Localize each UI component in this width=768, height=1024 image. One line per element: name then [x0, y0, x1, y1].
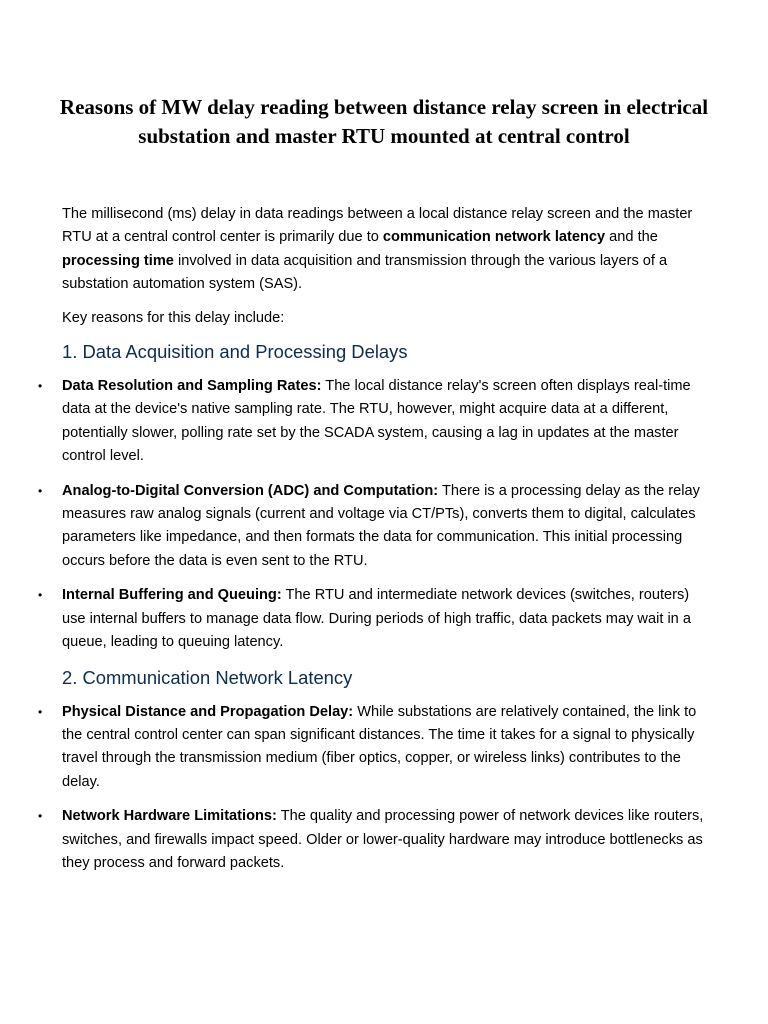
item-label: Physical Distance and Propagation Delay:: [62, 703, 354, 720]
intro-bold-1: communication network latency: [382, 229, 606, 246]
intro-text-3: involved in data acquisition and transmission through the various layers of a substation automation system (SAS).: [62, 252, 668, 293]
list-item: [38, 584, 707, 654]
document-body: [38, 203, 707, 886]
item-text: While substations are relatively contained, the link to the central control center can span significant distances. The time it takes for a signal to physically travel through the transmission medium (fiber optics, copper, or wireless links) contributes to the delay.: [62, 703, 697, 790]
bullet-icon: •: [38, 704, 43, 719]
list-item: [38, 805, 707, 875]
list-item: [38, 480, 707, 574]
section-2-list: [38, 701, 707, 876]
item-text: The quality and processing power of network devices like routers, switches, and firewalls impact speed. Older or lower-quality hardware may introduce bottlenecks as they process and forward packets.: [62, 808, 704, 871]
section-heading-1: 1. Data Acquisition and Processing Delays: [62, 341, 408, 363]
list-item: [38, 375, 707, 469]
document-title: Reasons of MW delay reading between distance relay screen in electrical substation and master RTU mounted at central control: [59, 95, 709, 148]
item-label: Network Hardware Limitations:: [62, 808, 277, 825]
intro-text-1: The millisecond (ms) delay in data readings between a local distance relay screen and the master RTU at a central control center is primarily due to: [62, 206, 693, 246]
bullet-icon: •: [38, 588, 43, 603]
item-label: Analog-to-Digital Conversion (ADC) and Computation:: [62, 482, 439, 499]
bullet-icon: •: [38, 483, 43, 498]
item-text: The RTU and intermediate network devices (switches, routers) use internal buffers to manage data flow. During periods of high traffic, data packets may wait in a queue, leading to queuing latency.: [62, 587, 691, 651]
intro-text-2: and the: [605, 229, 658, 246]
bullet-icon: •: [38, 809, 43, 824]
intro-bold-2: processing time: [62, 252, 174, 269]
bullet-icon: •: [38, 379, 43, 394]
item-label: Internal Buffering and Queuing:: [62, 587, 282, 604]
section-heading-2: 2. Communication Network Latency: [62, 666, 353, 688]
item-text: There is a processing delay as the relay measures raw analog signals (current and voltage via CT/PTs), converts them to digital, calculates parameters like impedance, and then formats the data for communication. This initial processing occurs before the data is even sent to the RTU.: [62, 482, 700, 569]
item-label: Data Resolution and Sampling Rates:: [62, 378, 322, 395]
intro-paragraph: [62, 203, 707, 297]
item-text: The local distance relay's screen often displays real-time data at the device's native sampling rate. The RTU, however, might acquire data at a different, potentially slower, polling rate set by the SCADA system, causing a lag in updates at the master control level.: [62, 378, 691, 465]
section-1-list: [38, 375, 707, 654]
key-reasons-paragraph: Key reasons for this delay include:: [62, 309, 285, 326]
list-item: [38, 701, 707, 795]
